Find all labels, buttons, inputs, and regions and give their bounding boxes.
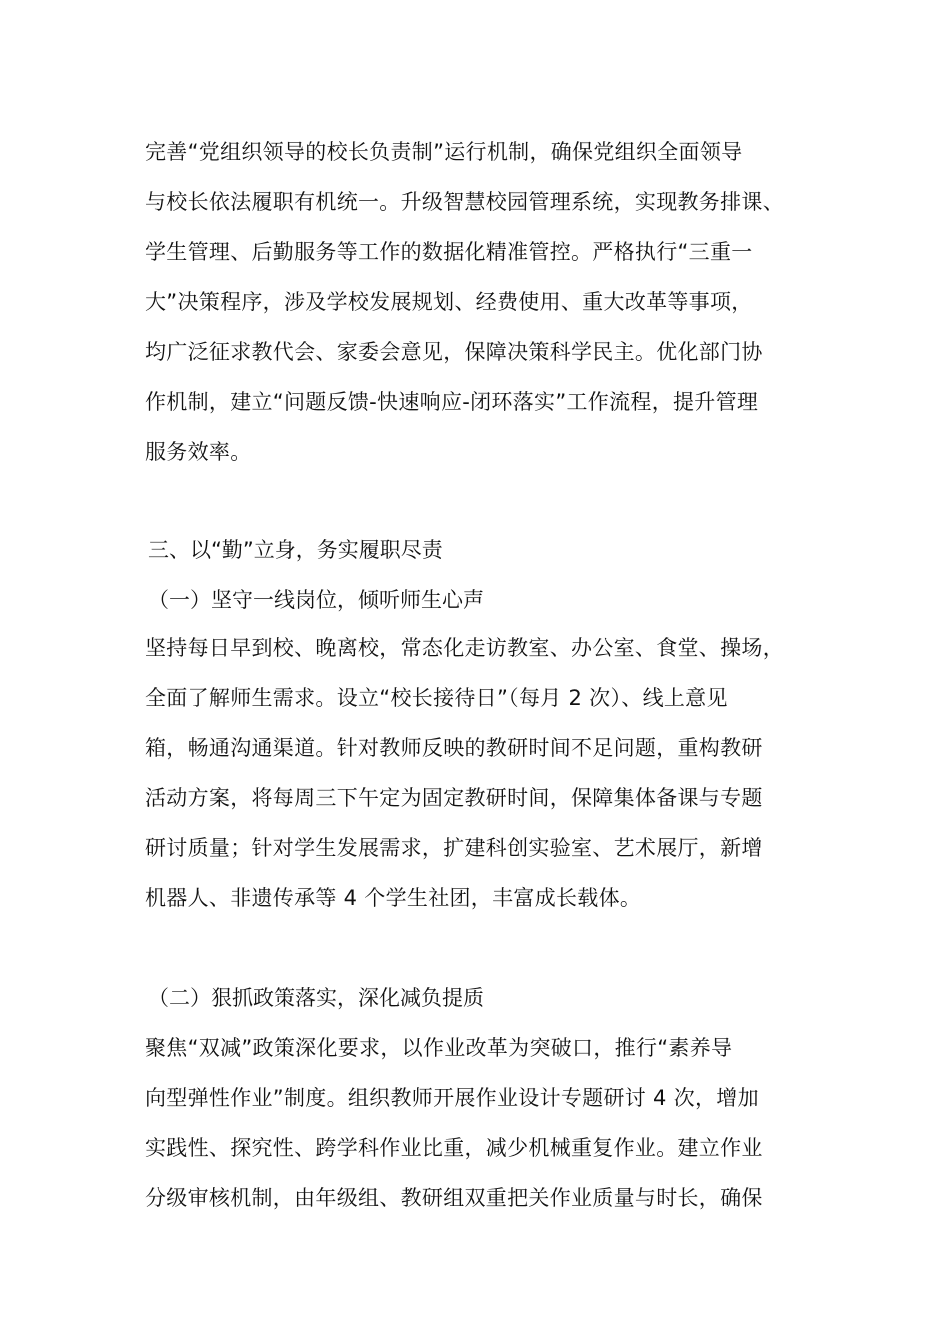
text-line: 研讨质量；针对学生发展需求，扩建科创实验室、艺术展厅，新增 xyxy=(145,836,763,860)
subsection-heading: （二）狠抓政策落实，深化减负提质 xyxy=(148,986,484,1010)
text-line: 机器人、非遗传承等 4 个学生社团，丰富成长载体。 xyxy=(145,886,642,910)
text-line: 全面了解师生需求。设立“校长接待日”（每月 2 次）、线上意见 xyxy=(145,686,728,710)
paragraph-frontline xyxy=(145,623,835,923)
text-line: 实践性、探究性、跨学科作业比重，减少机械重复作业。建立作业 xyxy=(145,1136,763,1160)
text-line: 完善“党组织领导的校长负责制”运行机制，确保党组织全面领导 xyxy=(145,140,743,164)
text-line: 大”决策程序，涉及学校发展规划、经费使用、重大改革等事项， xyxy=(145,290,753,314)
text-line: 活动方案，将每周三下午定为固定教研时间，保障集体备课与专题 xyxy=(145,786,763,810)
text-line: 分级审核机制，由年级组、教研组双重把关作业质量与时长，确保 xyxy=(145,1186,763,1210)
text-line: 学生管理、后勤服务等工作的数据化精准管控。严格执行“三重一 xyxy=(145,240,753,264)
text-line: 均广泛征求教代会、家委会意见，保障决策科学民主。优化部门协 xyxy=(145,340,763,364)
section-heading: 三、以“勤”立身，务实履职尽责 xyxy=(148,538,443,562)
text-line: 服务效率。 xyxy=(145,440,252,464)
text-line: 作机制，建立“问题反馈-快速响应-闭环落实”工作流程，提升管理 xyxy=(145,390,759,414)
subsection-heading: （一）坚守一线岗位，倾听师生心声 xyxy=(148,588,484,612)
text-line: 与校长依法履职有机统一。升级智慧校园管理系统，实现教务排课、 xyxy=(145,190,784,214)
text-line: 聚焦“双减”政策深化要求，以作业改革为突破口，推行“素养导 xyxy=(145,1036,733,1060)
paragraph-policy xyxy=(145,1023,835,1223)
text-line: 箱，畅通沟通渠道。针对教师反映的教研时间不足问题，重构教研 xyxy=(145,736,763,760)
text-line: 向型弹性作业”制度。组织教师开展作业设计专题研讨 4 次，增加 xyxy=(145,1086,759,1110)
text-line: 坚持每日早到校、晚离校，常态化走访教室、办公室、食堂、操场， xyxy=(145,636,784,660)
paragraph-management-mechanism xyxy=(145,127,835,477)
